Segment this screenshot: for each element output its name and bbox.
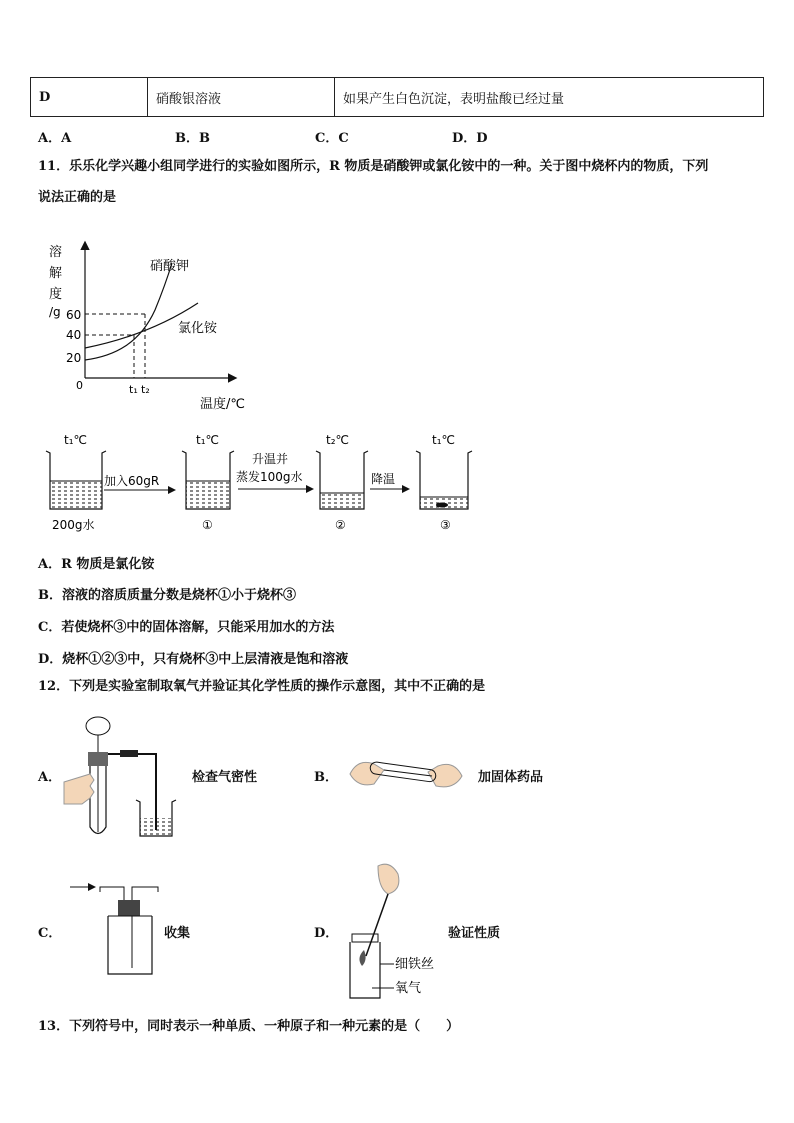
option-a: A．A [38,131,72,146]
curve2-label: 氯化铵 [178,321,218,336]
q11-stem-line1: 11．乐乐化学兴趣小组同学进行的实验如图所示，R 物质是硝酸钾或氯化铵中的一种。关于图中烧杯内的物质，下列 [38,159,709,174]
y-label-3: 度 [49,287,63,302]
d-label-wire: 细铁丝 [395,957,435,972]
q11-stem-line2: 说法正确的是 [38,190,117,205]
y-label-1: 溶 [49,245,63,260]
curve1-label: 硝酸钾 [150,259,190,274]
d-label-oxygen: 氧气 [395,981,422,996]
arrow1-label: 加入60gR [104,474,160,488]
q11-option-a: A．R 物质是氯化铵 [38,557,155,572]
table-cell: 如果产生白色沉淀，表明盐酸已经过量 [335,78,764,117]
temp-label: t₁℃ [64,433,87,447]
q12-a-text: 检查气密性 [192,770,258,785]
origin-label: 0 [76,379,83,392]
beaker-label: ② [335,518,346,532]
beaker-3 [416,433,472,532]
y-tick-60: 60 [66,308,82,322]
option-c: C．C [315,131,349,146]
beaker-0 [46,433,106,532]
arrow2-label-2: 蒸发100g水 [236,470,303,484]
q12-b-text: 加固体药品 [478,770,544,785]
q11-option-d: D．烧杯①②③中，只有烧杯③中上层清液是饱和溶液 [38,652,349,667]
q12-b-letter: B． [314,770,338,785]
option-d: D．D [452,131,488,146]
table-row [31,78,764,117]
q12-stem: 12．下列是实验室制取氧气并验证其化学性质的操作示意图，其中不正确的是 [38,679,486,694]
q12-d-text: 验证性质 [448,926,501,941]
q11-option-b: B．溶液的溶质质量分数是烧杯①小于烧杯③ [38,588,296,603]
q12-a-letter: A． [38,770,62,785]
x-label: 温度/℃ [200,397,245,412]
arrow3-label: 降温 [371,472,396,486]
beaker-label: ③ [440,518,451,532]
collect-gas-figure [68,878,172,980]
q11-option-c: C．若使烧杯③中的固体溶解，只能采用加水的方法 [38,620,335,635]
verify-property-figure [338,860,450,1002]
table-cell: 硝酸银溶液 [148,78,335,117]
temp-label: t₂℃ [326,433,349,447]
q13-stem: 13．下列符号中，同时表示一种单质、一种原子和一种元素的是（ ） [38,1019,460,1034]
beaker-1 [182,433,234,532]
x-tick-t2: t₂ [141,383,150,396]
airtightness-check-figure [60,712,195,842]
table-cell: D [31,78,148,117]
arrow2-label-1: 升温并 [252,452,289,466]
answer-table [30,77,764,117]
temp-label: t₁℃ [432,433,455,447]
y-label-2: 解 [49,266,63,281]
beaker-sequence [40,425,510,537]
y-label-4: /g [49,305,61,319]
option-b: B．B [175,131,210,146]
temp-label: t₁℃ [196,433,219,447]
x-tick-t1: t₁ [129,383,138,396]
q12-c-text: 收集 [164,926,191,941]
y-tick-20: 20 [66,351,82,365]
solubility-graph [40,238,260,413]
add-solid-figure [344,744,468,806]
y-tick-40: 40 [66,328,82,342]
q12-d-letter: D． [314,926,339,941]
beaker-label: 200g水 [52,518,95,532]
q12-c-letter: C． [38,926,62,941]
beaker-label: ① [202,518,213,532]
beaker-2 [316,433,368,532]
